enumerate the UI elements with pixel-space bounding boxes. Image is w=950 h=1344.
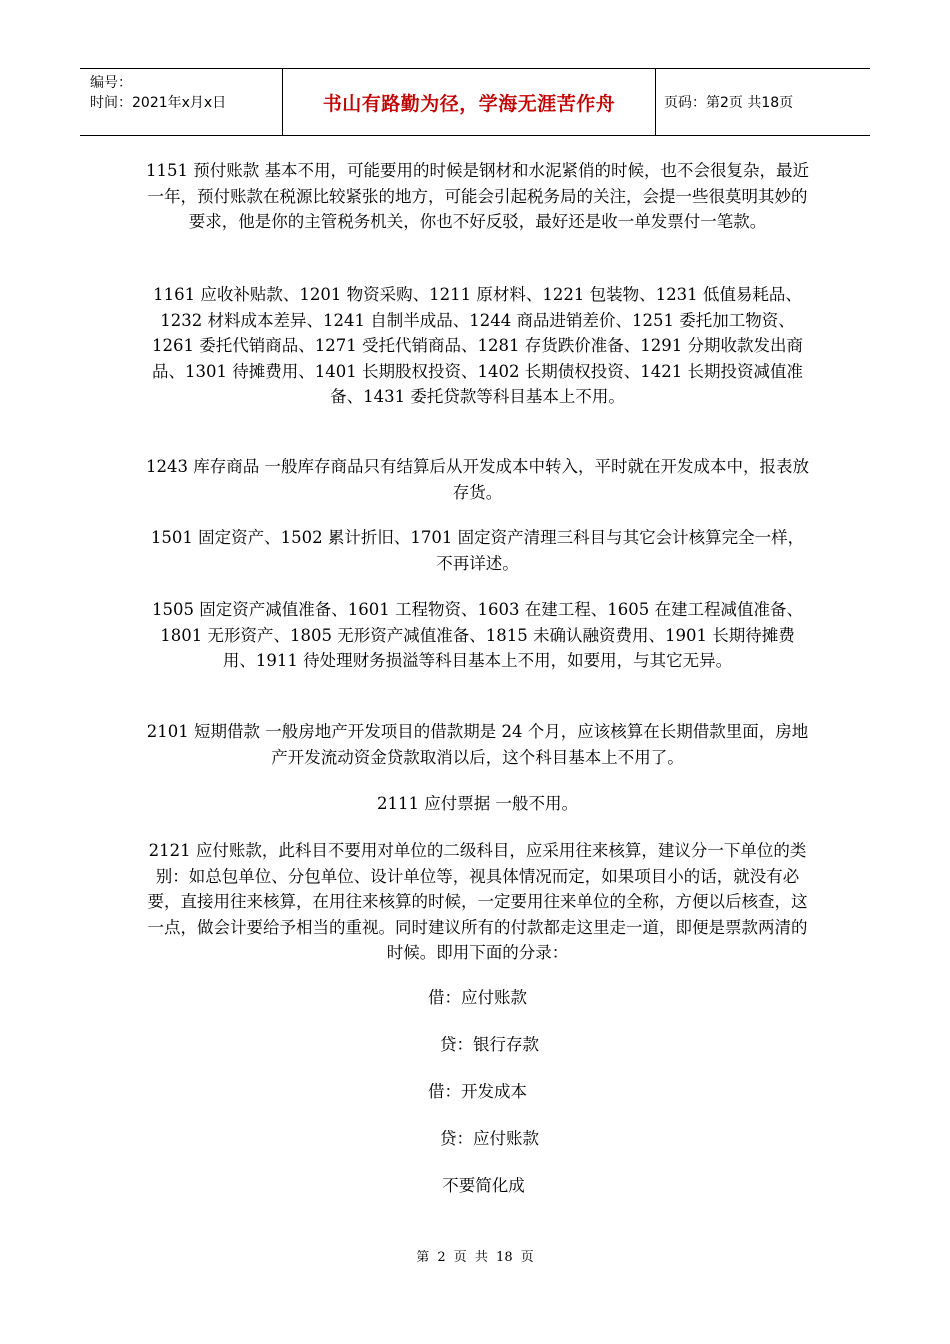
journal-entry-debit-1: 借：应付账款 — [428, 988, 527, 1007]
paragraph-unused-accounts: 1161 应收补贴款、1201 物资采购、1211 原材料、1221 包装物、1231 低值易耗品、1232 材料成本差异、1241 自制半成品、1244 商品进销差价、1251 委托加工物资、1261 委托代销商品、1271 受托代销商品、1281 存货跌价准备、1291 分期收款发出商品、1301 待摊费用、1401 长期股权投资、1402 长期债权投资、1421 长期投资减值准备、1431 委托贷款等科目基本上不用。 — [152, 285, 803, 406]
page-header — [80, 68, 870, 136]
paragraph-do-not-simplify: 不要简化成 — [442, 1176, 525, 1195]
header-motto: 书山有路勤为径，学海无涯苦作舟 — [282, 69, 656, 135]
journal-entry-credit-2: 贷：应付账款 — [440, 1129, 539, 1148]
paragraph-impairment-accounts: 1505 固定资产减值准备、1601 工程物资、1603 在建工程、1605 在建工程减值准备、1801 无形资产、1805 无形资产减值准备、1815 未确认融资费用、1901 长期待摊费用、1911 待处理财务损溢等科目基本上不用，如要用，与其它无异。 — [152, 600, 803, 670]
paragraph-notes-payable: 2111 应付票据 一般不用。 — [377, 794, 578, 813]
header-meta — [80, 69, 282, 135]
document-time-label: 时间：2021年x月x日 — [90, 95, 227, 111]
journal-entry-debit-2: 借：开发成本 — [428, 1082, 527, 1101]
paragraph-fixed-assets: 1501 固定资产、1502 累计折旧、1701 固定资产清理三科目与其它会计核算完全一样，不再详述。 — [150, 528, 805, 573]
page-footer: 第 2 页 共 18 页 — [416, 1250, 534, 1265]
paragraph-short-term-loans: 2101 短期借款 一般房地产开发项目的借款期是 24 个月，应该核算在长期借款里面，房地产开发流动资金贷款取消以后，这个科目基本上不用了。 — [146, 722, 809, 767]
paragraph-prepayments: 1151 预付账款 基本不用，可能要用的时候是钢材和水泥紧俏的时候，也不会很复杂，最近一年，预付账款在税源比较紧张的地方，可能会引起税务局的关注，会提一些很莫明其妙的要求，他是你的主管税务机关，你也不好反驳，最好还是收一单发票付一笔款。 — [146, 161, 809, 231]
document-number-label: 编号： — [90, 75, 132, 91]
paragraph-accounts-payable: 2121 应付账款，此科目不要用对单位的二级科目，应采用往来核算，建议分一下单位的类别：如总包单位、分包单位、设计单位等，视具体情况而定，如果项目小的话，就没有必要，直接用往来核算，在用往来核算的时候，一定要用往来单位的全称，方便以后核查，这一点，做会计要给予相当的重视。同时建议所有的付款都走这里走一道，即便是票款两清的时候。即用下面的分录： — [147, 841, 808, 962]
header-page-info: 页码：第2页 共18页 — [664, 95, 794, 111]
paragraph-inventory-goods: 1243 库存商品 一般库存商品只有结算后从开发成本中转入，平时就在开发成本中，报表放存货。 — [146, 457, 809, 502]
journal-entry-credit-1: 贷：银行存款 — [440, 1035, 539, 1054]
